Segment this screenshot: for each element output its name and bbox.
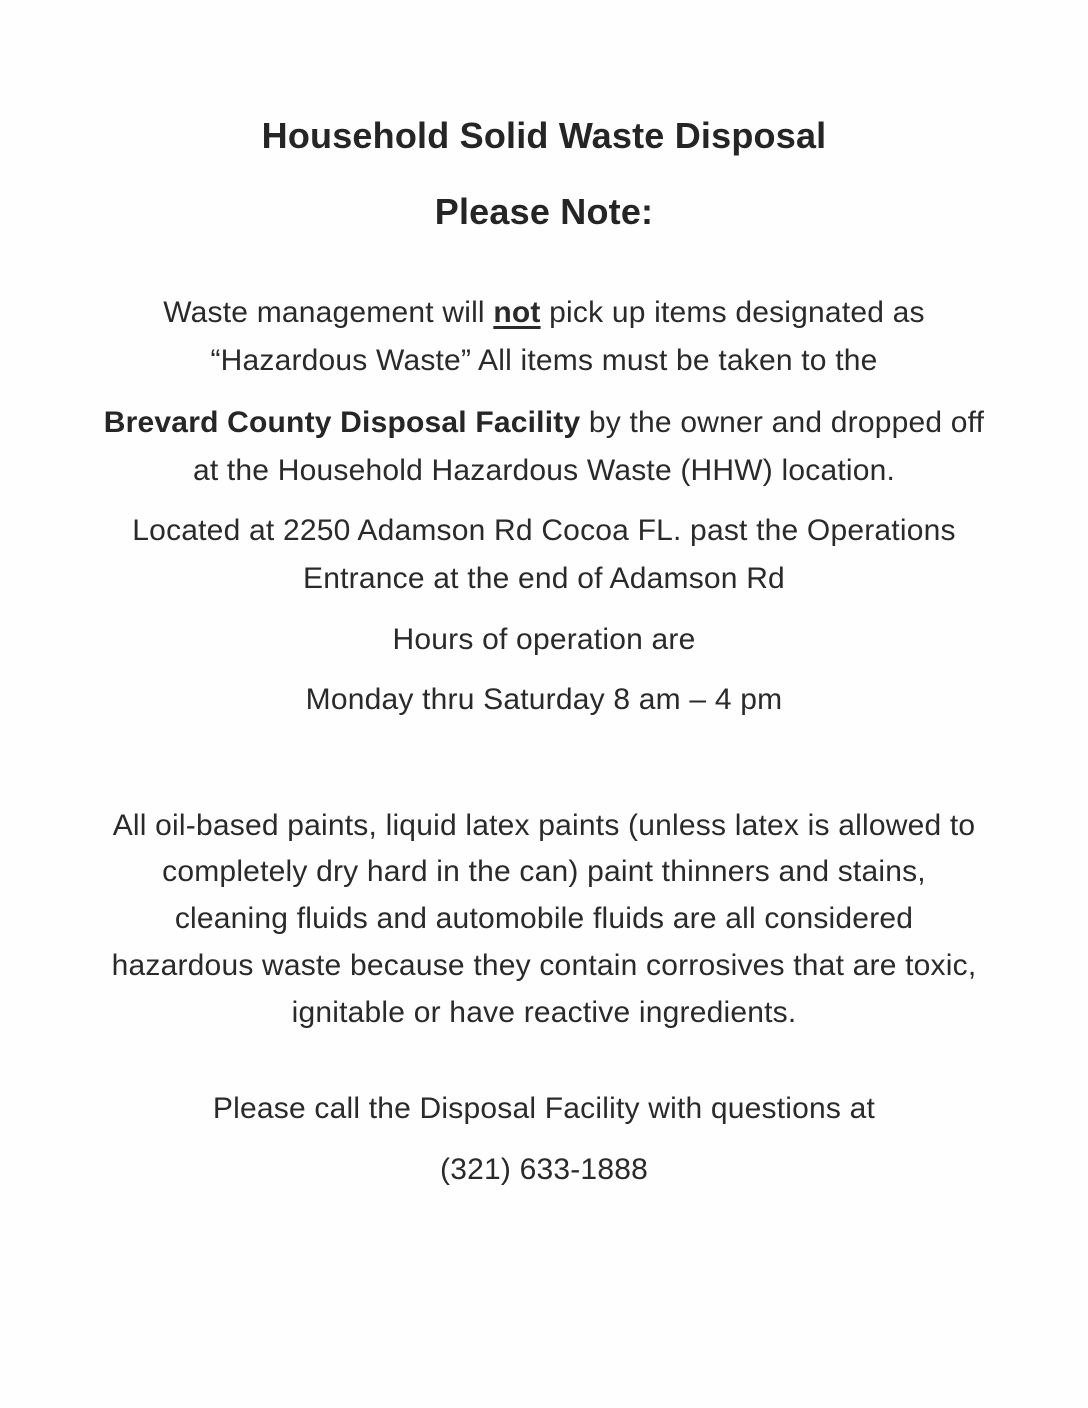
hours-label: Hours of operation are — [392, 623, 696, 656]
hazard-paragraph-line-5: ignitable or have reactive ingredients. — [291, 996, 797, 1029]
paragraph-2-line-1 — [0, 404, 1088, 442]
phone-number: (321) 633-1888 — [440, 1153, 648, 1186]
hazard-paragraph-line-4: hazardous waste because they contain corrosives that are toxic, — [111, 949, 977, 982]
paragraph-2-text: by the owner and dropped off — [580, 406, 985, 439]
document-title: Household Solid Waste Disposal — [261, 115, 827, 156]
paragraph-1-line-2: “Hazardous Waste” All items must be taken to the — [210, 344, 878, 377]
facility-name: Brevard County Disposal Facility — [103, 406, 581, 439]
hazard-paragraph-line-1: All oil-based paints, liquid latex paints (unless latex is allowed to — [112, 809, 976, 842]
paragraph-1-line-1 — [0, 294, 1088, 332]
emphasis-not: not — [493, 296, 541, 329]
address-line-1: Located at 2250 Adamson Rd Cocoa FL. past the Operations — [132, 514, 956, 547]
contact-text: Please call the Disposal Facility with questions at — [212, 1092, 876, 1125]
paragraph-1-text: Waste management will — [163, 296, 494, 329]
paragraph-1-text: pick up items designated as — [540, 296, 925, 329]
address-line-2: Entrance at the end of Adamson Rd — [303, 562, 785, 595]
paragraph-2-line-2: at the Household Hazardous Waste (HHW) location. — [192, 454, 896, 487]
document-subtitle: Please Note: — [434, 191, 654, 232]
hazard-paragraph-line-3: cleaning fluids and automobile fluids are all considered — [174, 902, 914, 935]
hours-value: Monday thru Saturday 8 am – 4 pm — [305, 683, 783, 716]
hazard-paragraph-line-2: completely dry hard in the can) paint thinners and stains, — [162, 855, 926, 888]
